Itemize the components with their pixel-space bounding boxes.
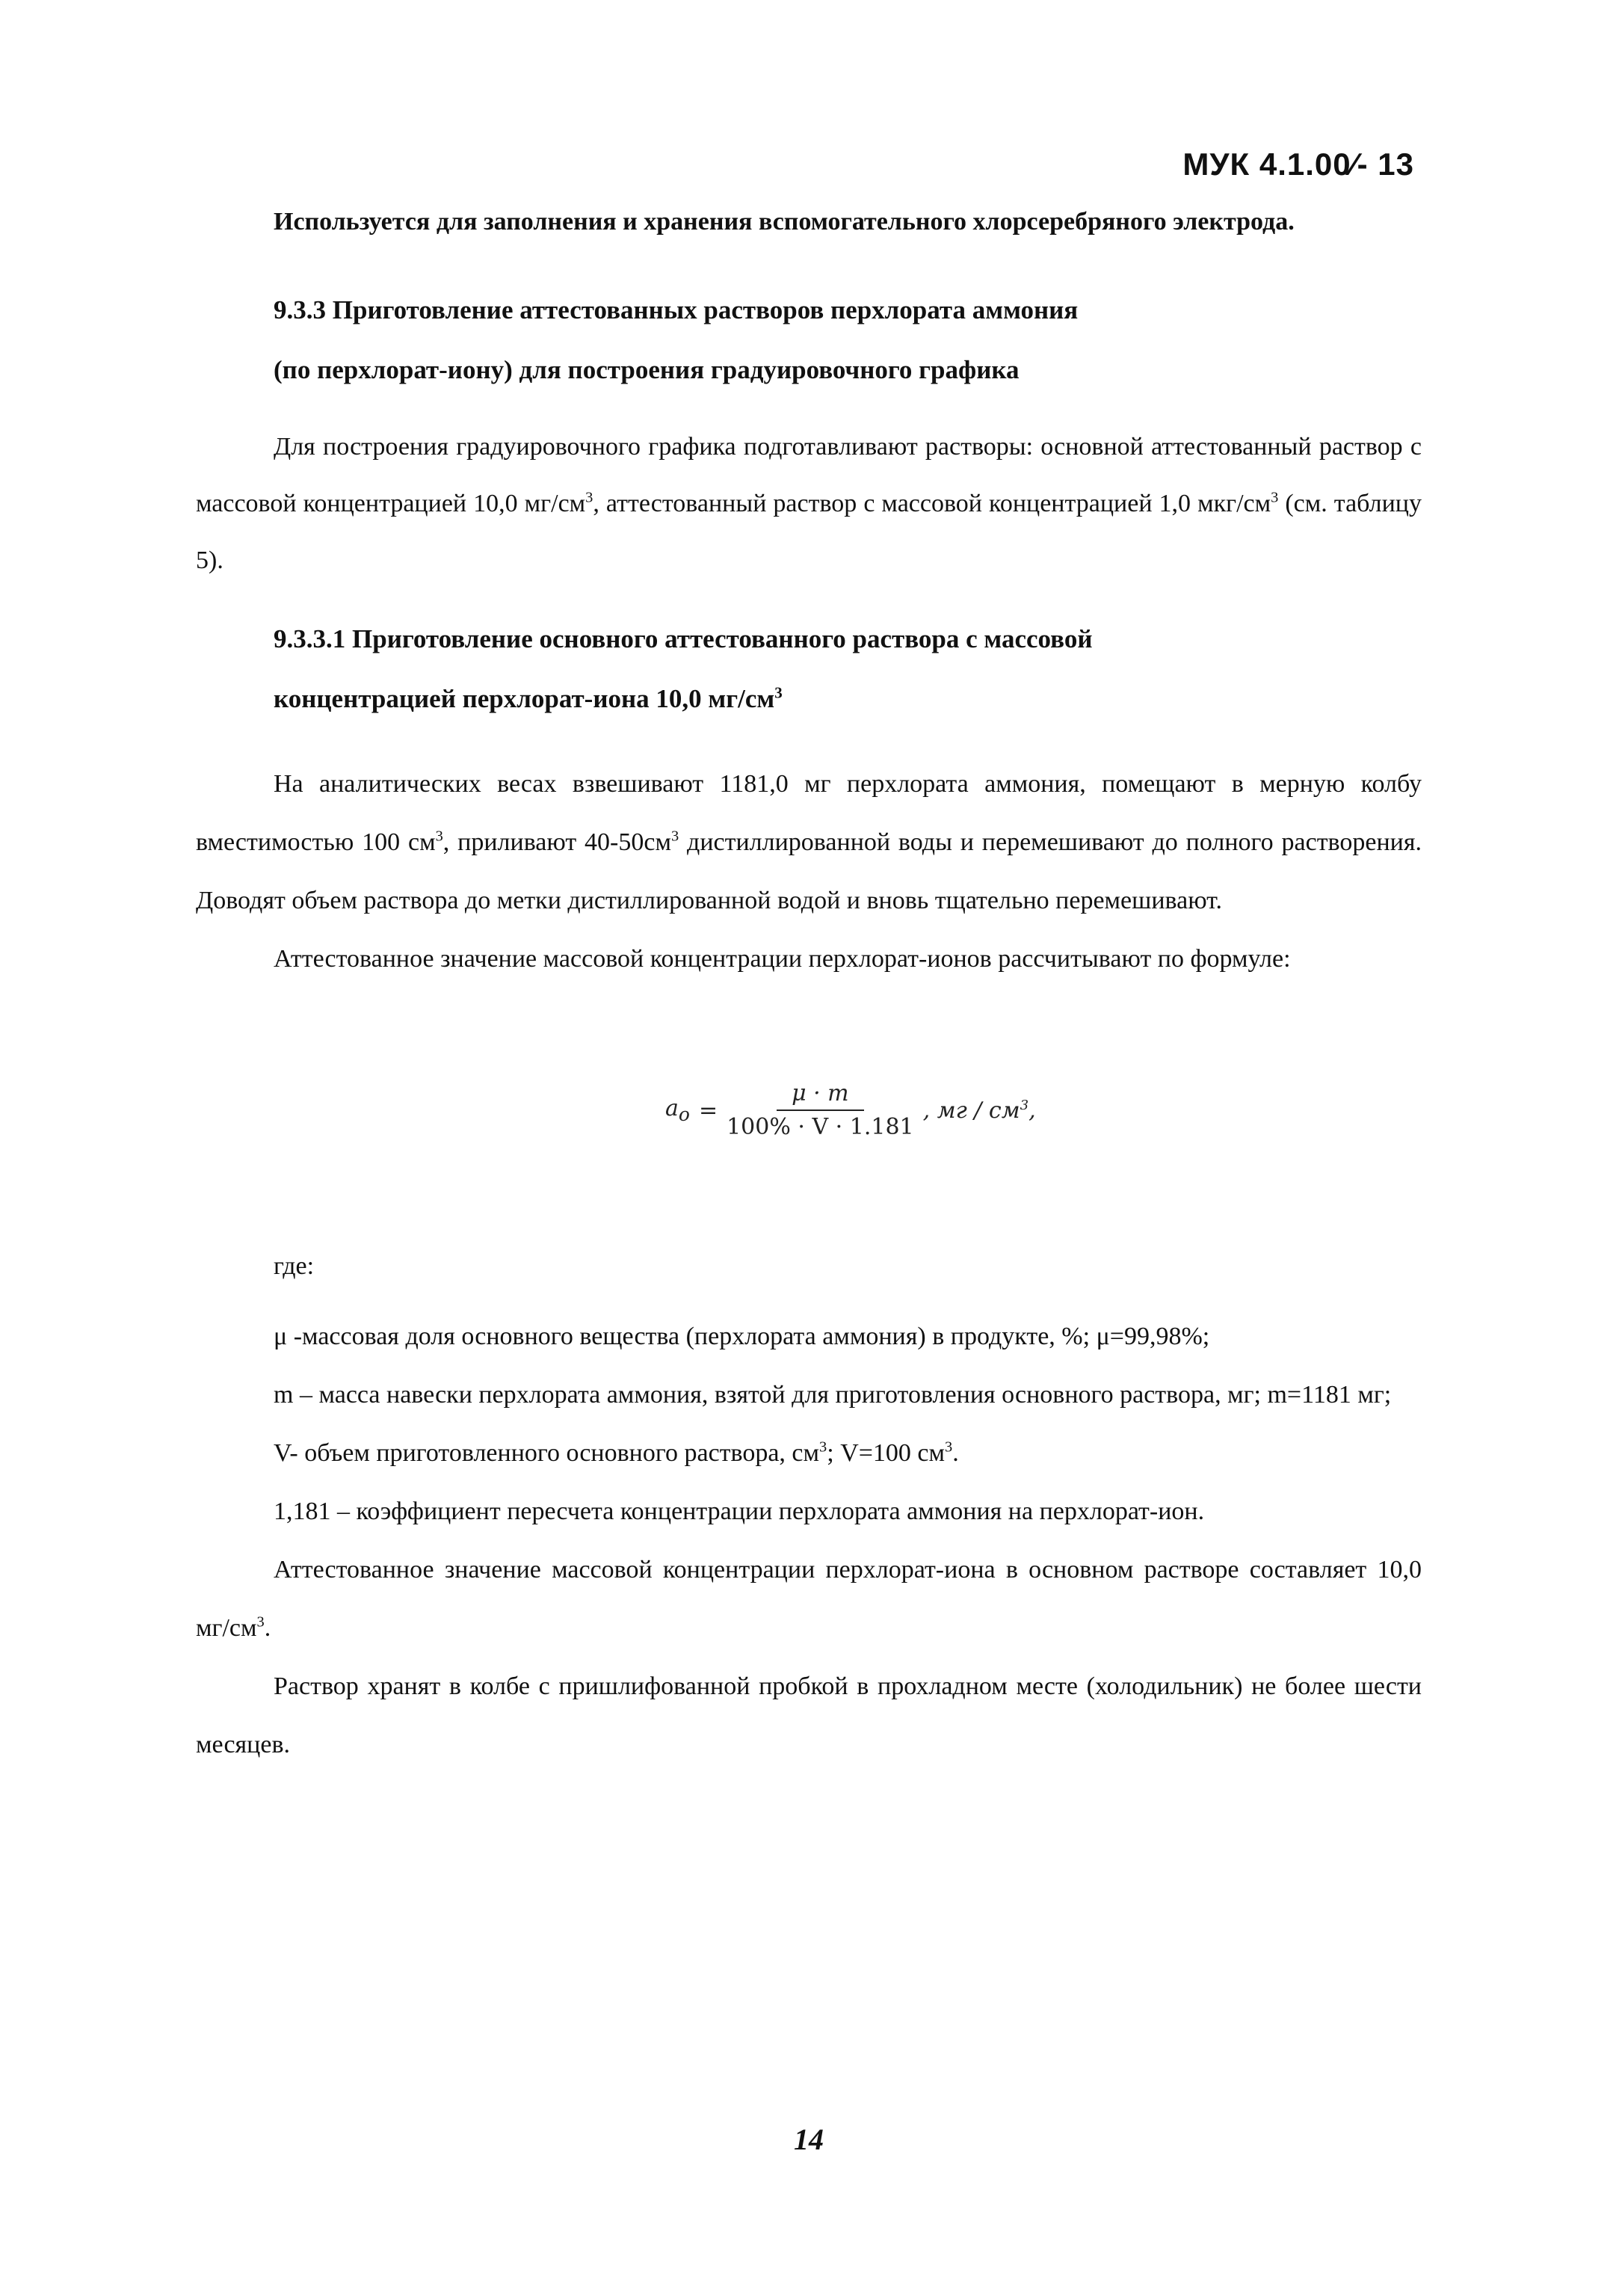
paragraph-3	[196, 1541, 1422, 1658]
formula-lhs	[665, 1095, 690, 1125]
text-span: Аттестованное значение массовой концентрации перхлорат-иона в основном растворе составляет 10,0 мг/см	[196, 1556, 1422, 1642]
formula	[665, 1080, 1036, 1140]
text-span: На аналитических весах взвешивают 1181,0 мг перхлората аммония, помещают в мерную колбу вместимостью 100 см	[196, 770, 1422, 856]
superscript: 3	[256, 1613, 265, 1631]
intro-block	[196, 193, 1422, 251]
definition-coefficient: 1,181 – коэффициент пересчета концентрации перхлората аммония на перхлорат-ион.	[274, 1498, 1205, 1525]
definition-v	[196, 1424, 1422, 1483]
superscript: 3	[585, 489, 593, 506]
formula-unit	[923, 1098, 1036, 1124]
superscript: 3	[945, 1438, 953, 1456]
section-933-title-line2: (по перхлорат-иону) для построения градуировочного графика	[274, 355, 1020, 384]
superscript: 3	[819, 1438, 827, 1456]
formula-lhs-symbol: a	[665, 1095, 679, 1121]
document-code: МУК 4.1.00⁄- 13	[1182, 147, 1414, 182]
superscript: 3	[1271, 489, 1279, 506]
section-933-title-line1: 9.3.3 Приготовление аттестованных растворов перхлората аммония	[274, 295, 1079, 324]
superscript: 3	[774, 683, 783, 702]
paragraph-line	[196, 419, 1422, 589]
formula-lhs-subscript: o	[678, 1104, 690, 1125]
text-span: дистиллированной воды и перемешивают до полного растворения. Доводят объем раствора до метки дистиллированной водой и вновь тщательно перемешивают.	[196, 828, 1422, 914]
formula-fraction	[727, 1080, 914, 1140]
text-span: аттестованный раствор с массовой концентрацией 10,0 мг/см	[196, 433, 1422, 517]
superscript: 3	[435, 828, 443, 845]
intro-line: Используется для заполнения и хранения вспомогательного хлорсеребряного электрода.	[274, 208, 1295, 236]
text-span: ; V=100 см	[827, 1439, 946, 1467]
formula-denominator: 100% · V · 1.181	[727, 1114, 914, 1140]
paragraph-2: Аттестованное значение массовой концентрации перхлорат-ионов рассчитывают по формуле:	[274, 945, 1291, 973]
superscript: 3	[1020, 1097, 1029, 1113]
page-number: 14	[794, 2123, 824, 2156]
superscript: 3	[670, 828, 679, 845]
text-span: , аттестованный раствор	[593, 490, 857, 517]
title-text: концентрацией перхлорат-иона 10,0 мг/см	[274, 684, 775, 713]
text-span: , приливают 40-50см	[442, 828, 671, 856]
formula-unit-tail: ,	[1028, 1097, 1036, 1124]
formula-numerator: μ · m	[777, 1080, 864, 1111]
text-span: V- объем приготовленного основного раствора, см	[274, 1439, 820, 1467]
formula-equals: =	[698, 1097, 718, 1124]
definition-m: m – масса навески перхлората аммония, взятой для приготовления основного раствора, мг; m=1181 мг;	[274, 1381, 1392, 1409]
section-9331-body	[196, 755, 1422, 988]
text-span: μ=99,98%;	[1096, 1323, 1210, 1350]
text-span: .	[952, 1439, 959, 1467]
formula-unit-text: , мг / см	[922, 1097, 1020, 1124]
where-label: где:	[274, 1252, 315, 1280]
paragraph-4: Раствор хранят в колбе с пришлифованной пробкой в прохладном месте (холодильник) не более шести месяцев.	[196, 1672, 1422, 1758]
paragraph-1	[196, 755, 1422, 930]
section-9331-title-line2	[196, 669, 1422, 729]
definitions	[196, 1237, 1422, 1774]
text-span: (см. таблицу 5).	[196, 490, 1422, 574]
definition-mu	[196, 1308, 1422, 1366]
text-span: μ -массовая доля основного вещества (перхлората аммония) в продукте, %;	[274, 1323, 1091, 1350]
section-933	[196, 280, 1422, 400]
text-span: .	[264, 1614, 271, 1642]
section-933-paragraph	[196, 419, 1422, 589]
section-9331	[196, 609, 1422, 729]
text-span: Для построения градуировочного графика подготавливают растворы: основной	[274, 433, 1144, 461]
section-9331-title-line1: 9.3.3.1 Приготовление основного аттестованного раствора с массовой	[274, 624, 1093, 653]
text-span: с массовой концентрацией 1,0 мкг/см	[863, 490, 1271, 517]
